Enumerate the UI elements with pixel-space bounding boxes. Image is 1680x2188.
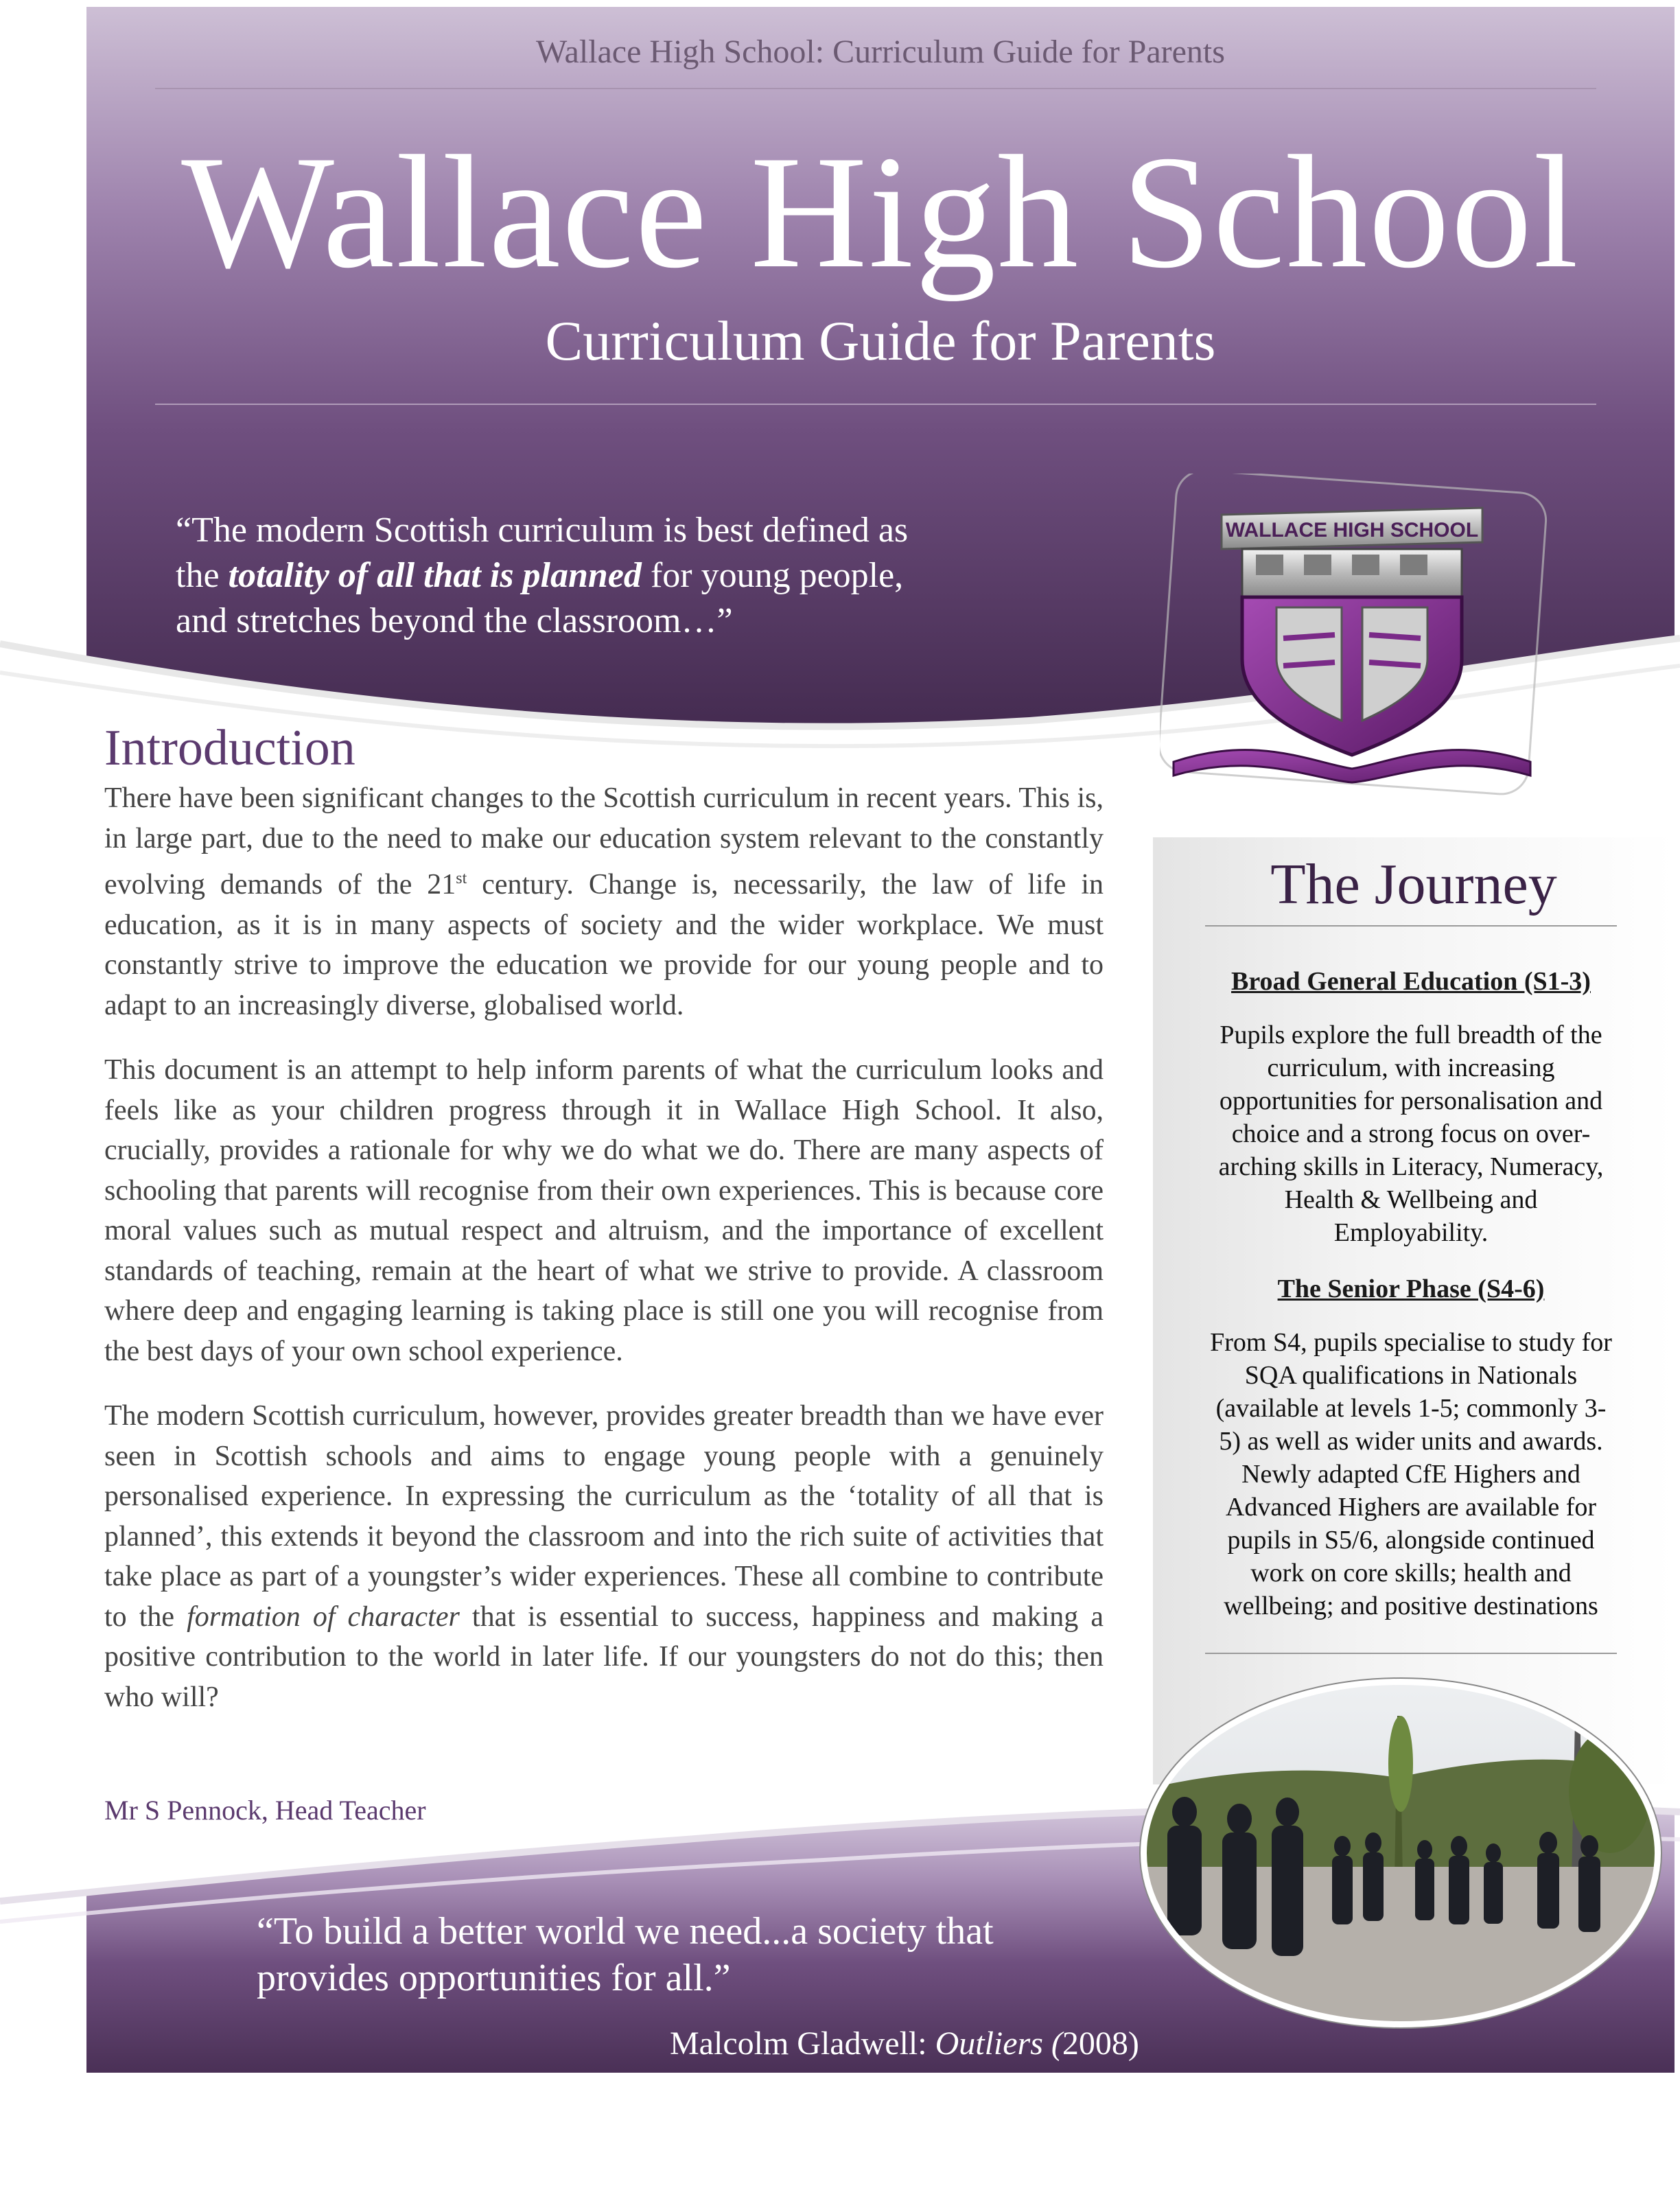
school-crest-logo (1160, 474, 1558, 803)
students-photo (1136, 1675, 1665, 2032)
intro-paragraph-2: This document is an attempt to help inform parents of what the curriculum looks and feels like as your children progress through it in Wallace High School. It also, crucially, provides a rationale for why we do what we do. There are many aspects of schooling that parents will recognise from their own experiences. This is because core moral values such as mutual respect and altruism, and the importance of excellent standards of teaching, remain at the heart of what we strive to provide. A classroom where deep and engaging learning is taking place is still one you will recognise from the best days of your own school experience. (104, 1054, 1104, 1367)
introduction-body (104, 778, 1104, 1742)
top-quote-line-3: and stretches beyond the classroom…” (176, 601, 733, 640)
intro-paragraph-1 (104, 778, 1104, 1025)
attribution-book: Outliers ( (935, 2025, 1062, 2062)
quote-attribution (670, 2025, 1139, 2062)
attribution-author: Malcolm Gladwell: (670, 2025, 935, 2062)
bge-description: Pupils explore the full breadth of the curriculum, with increasing opportunities for personalisation and choice and a strong focus on over-arching skills in Literacy, Numeracy, Health & Wellbeing and Employability. (1218, 1021, 1604, 1247)
top-quote (176, 508, 1109, 644)
ordinal-suffix: st (456, 870, 467, 887)
running-header: Wallace High School: Curriculum Guide for Parents (536, 34, 1225, 70)
intro-text: century. Change is, necessarily, the law of life in education, as it is in many aspects of society and the wider workplace. We must constantly strive to improve the education we provide for our young people and to adapt to an increasingly diverse, globalised world. (104, 869, 1104, 1021)
head-teacher-signature: Mr S Pennock, Head Teacher (104, 1795, 426, 1826)
top-quote-emphasis: totality of all that is planned (228, 556, 642, 595)
bottom-quote (257, 1908, 1217, 2001)
bottom-quote-line-2: provides opportunities for all.” (257, 1957, 731, 1999)
top-quote-text: the (176, 556, 229, 595)
senior-phase-description: From S4, pupils specialise to study for SQA qualifications in Nationals (available at levels 1-5; commonly 3-5) as well as wider units and awards. Newly adapted CfE Highers and Advanced Highers are available for pupils in S5/6, alongside continued work on core skills; health and wellbeing; and positive destinations (1210, 1328, 1612, 1620)
intro-emphasis: formation of character (187, 1601, 460, 1633)
top-quote-text: for young people, (641, 556, 904, 595)
journey-divider-top (1205, 925, 1617, 927)
header-divider (155, 88, 1596, 89)
senior-phase-heading: The Senior Phase (S4-6) (1277, 1275, 1545, 1303)
attribution-year: 2008) (1062, 2025, 1139, 2062)
bge-heading: Broad General Education (S1-3) (1231, 967, 1591, 996)
intro-paragraph-3 (104, 1396, 1104, 1717)
journey-title: The Journey (1270, 852, 1557, 916)
page-subtitle: Curriculum Guide for Parents (545, 310, 1216, 372)
introduction-heading: Introduction (104, 720, 355, 776)
crest-banner-text: WALLACE HIGH SCHOOL (1225, 519, 1479, 542)
intro-text: The modern Scottish curriculum, however, provides greater breadth than we have ever seen in Scottish schools and aims to engage young people with a genuinely personalised experience. In expressing the curriculum as the ‘totality of all that is planned’, this extends it beyond the classroom and into the rich suite of activities that take place as part of a youngster’s wider experiences. These all combine to contribute to the (104, 1400, 1104, 1633)
bottom-quote-line-1: “To build a better world we need...a society that (257, 1910, 994, 1953)
subtitle-divider (155, 404, 1596, 405)
top-quote-line-2 (176, 553, 1109, 598)
intro-text: There have been significant changes to the Scottish curriculum in recent years. This is, in large part, due to the need to make our education system relevant to the constantly evolving demands of the 21 (104, 782, 1104, 900)
top-quote-line-1: “The modern Scottish curriculum is best defined as (176, 511, 909, 550)
page-title: Wallace High School (181, 123, 1580, 302)
journey-divider-bottom (1205, 1653, 1617, 1654)
intro-text: that is essential to success, happiness and making a positive contribution to the world in later life. If our youngsters do not do this; then who will? (104, 1601, 1104, 1713)
